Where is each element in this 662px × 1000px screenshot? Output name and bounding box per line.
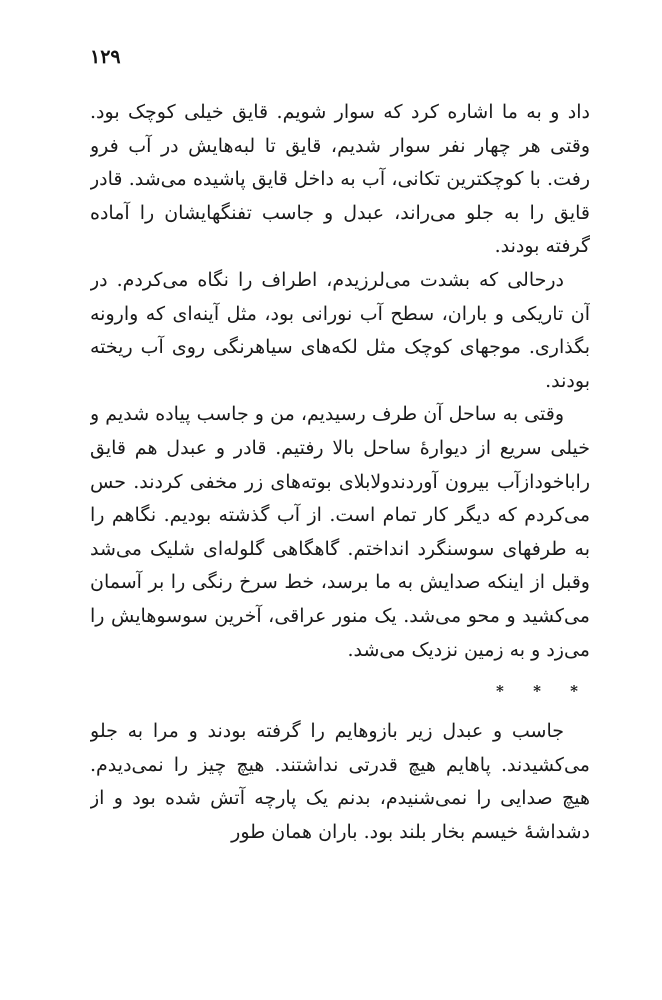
book-page xyxy=(90,46,590,976)
paragraph-3: وقتی به ساحل آن طرف رسیدیم، من و جاسب پیاده شدیم و خیلی سریع از دیوارهٔ ساحل بالا رفتیم. قادر و عبدل هم قایق راباخودازآب بیرون آوردندولابلای بوته‌های زر مخفی کردند. حس می‌کردم که دیگر کار تمام است. از آب گذشته بودیم. نگاهم را به طرفهای سوسنگرد انداختم. گاهگاهی گلوله‌ای شلیک می‌شد وقبل از اینکه صدایش به ما برسد، خط سرخ رنگی را بر آسمان می‌کشید و محو می‌شد. یک منور عراقی، آخرین سوسوهایش را می‌زد و به زمین نزدیک می‌شد. xyxy=(90,403,590,661)
paragraph-2: درحالی که بشدت می‌لرزیدم، اطراف را نگاه می‌کردم. در آن تاریکی و باران، سطح آب نورانی بود، مثل آینه‌ای که وارونه بگذاری. موجهای کوچک مثل لکه‌های سیاهرنگی روی آب ریخته بودند. xyxy=(90,268,590,392)
paragraph-1: داد و به ما اشاره کرد که سوار شویم. قایق خیلی کوچک بود. وقتی هر چهار نفر سوار شدیم، قایق تا لبه‌هایش در آب فرو رفت. با کوچکترین تکانی، آب به داخل قایق پاشیده می‌شد. قادر قایق را به جلو می‌راند، عبدل و جاسب تفنگهایشان را آماده گرفته بودند. xyxy=(90,101,590,258)
body-text xyxy=(90,96,590,849)
section-separator: * * * xyxy=(496,682,590,701)
paragraph-4: جاسب و عبدل زیر بازوهایم را گرفته بودند و مرا به جلو می‌کشیدند. پاهایم هیچ قدرتی نداشتند. هیچ چیز را نمی‌دیدم. هیچ صدایی را نمی‌شنیدم، بدنم یک پارچه آتش شده بود و از دشداشهٔ خیسم بخار بلند بود. باران همان طور xyxy=(90,720,590,843)
page-number: ۱۲۹ xyxy=(90,46,121,68)
